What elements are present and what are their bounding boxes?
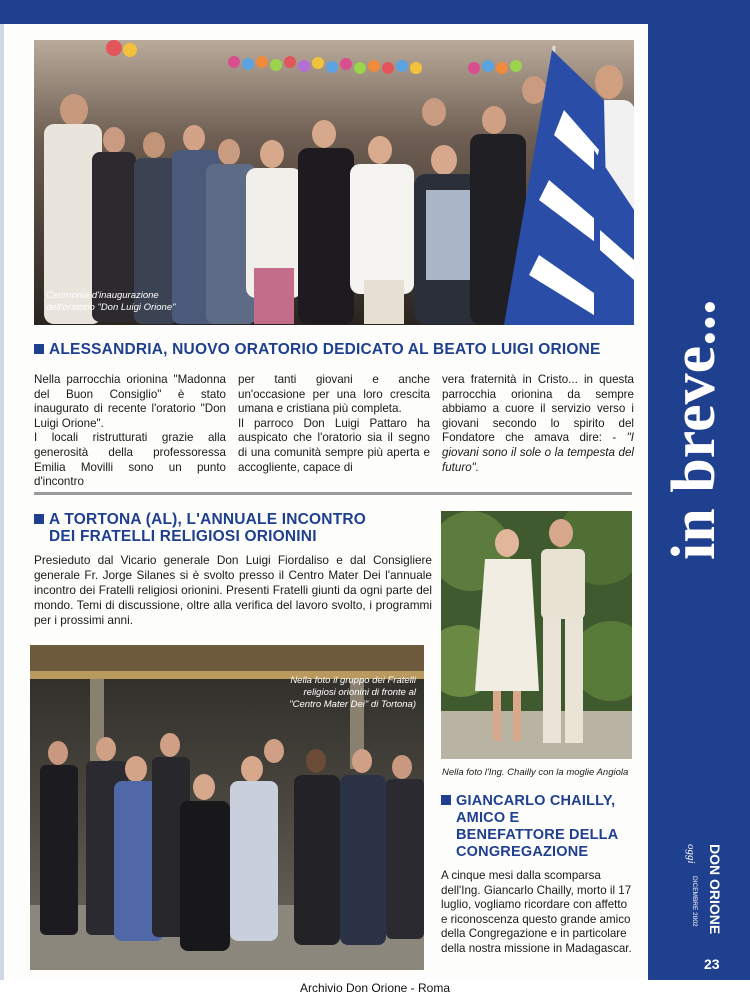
- headline-chailly-line-3: BENEFATTORE DELLA: [456, 827, 619, 843]
- headline-chailly-line-4: CONGREGAZIONE: [456, 844, 589, 860]
- headline-bullet: [34, 514, 44, 524]
- article3-body: [441, 869, 632, 957]
- couple-photo-art: [441, 511, 632, 759]
- article1-col2-para1: per tanti giovani e anche un'occasione per una loro crescita umana e cristiana più completa.: [238, 373, 430, 416]
- page-number: 23: [704, 956, 720, 972]
- article1-col1-para2: I locali ristrutturati grazie alla generosità della professoressa Emilia Movilli sono un punto d'incontro: [34, 431, 226, 489]
- group-caption-line-2: religiosi orionini di fronte al: [303, 687, 416, 698]
- top-blue-band: [0, 0, 750, 24]
- ceremony-photo-art: [34, 40, 634, 325]
- article1-col1-para1: Nella parrocchia orionina "Madonna del Buon Consiglio" è stato inaugurato di recente l'oratorio "Don Luigi Orione".: [34, 373, 226, 430]
- article1-column-3: [442, 373, 634, 475]
- brand-name: DON ORIONE: [707, 844, 723, 935]
- headline-alessandria-text: ALESSANDRIA, NUOVO ORATORIO DEDICATO AL BEATO LUIGI ORIONE: [49, 341, 601, 358]
- headline-tortona-line-1: [34, 511, 434, 528]
- headline-chailly-line-2: AMICO E: [456, 810, 520, 826]
- headline-bullet: [34, 344, 44, 354]
- article1-column-1: [34, 373, 226, 490]
- group-photo-caption: [200, 675, 416, 711]
- article1-column-2: [238, 373, 430, 475]
- brand-block: [684, 840, 744, 960]
- article1-col3-text: vera fraternità in Cristo... in questa parrocchia orionina da sempre abbiamo a cuore il servizio verso i giovani secondo lo spirito del Fondatore che amava dire: -: [442, 373, 634, 445]
- ceremony-photo-caption: [46, 290, 176, 314]
- section-title: in breve...: [660, 299, 728, 560]
- brand-subtitle: oggi: [685, 844, 697, 864]
- archive-footer: Archivio Don Orione - Roma: [0, 980, 750, 1002]
- article2-body: [34, 553, 432, 628]
- headline-alessandria: [34, 341, 634, 358]
- issue-date: DICEMBRE 2002: [691, 876, 698, 927]
- ceremony-caption-line-1: Cerimonia d'inaugurazione: [46, 290, 159, 301]
- section-sidebar: [648, 0, 750, 980]
- couple-photo-caption: Nella foto l'Ing. Chailly con la moglie Angiola: [442, 767, 629, 778]
- headline-chailly-text-1: GIANCARLO CHAILLY,: [456, 793, 616, 809]
- headline-tortona-line-2: DEI FRATELLI RELIGIOSI ORIONINI: [49, 528, 317, 545]
- article1-col2-para2: Il parroco Don Luigi Pattaro ha auspicato che l'oratorio sia il segno di una comunità sempre più aperta e accogliente, capace di: [238, 416, 430, 474]
- article1-col3-quote: "I giovani sono il sole o la tempesta del futuro".: [442, 431, 634, 474]
- page-edge: [0, 24, 4, 980]
- article3-body-text: A cinque mesi dalla scomparsa dell'Ing. Giancarlo Chailly, morto il 17 luglio, vogliamo ricordare con affetto e riconoscenza questo grande amico della Congregazione e in particolare della nostra missione in Madagascar.: [441, 869, 632, 955]
- group-caption-line-1: Nella foto il gruppo dei Fratelli: [290, 675, 416, 686]
- photo-chailly-couple: [441, 511, 632, 759]
- photo-brothers-group: [30, 645, 424, 970]
- group-caption-line-3: "Centro Mater Dei" di Tortona): [289, 699, 416, 710]
- section-title-graphic: [648, 0, 750, 980]
- ceremony-caption-line-2: dell'oratorio "Don Luigi Orione": [46, 302, 176, 313]
- section-divider: [34, 492, 632, 495]
- headline-tortona: [34, 511, 434, 545]
- photo-oratorio-ceremony: [34, 40, 634, 325]
- headline-chailly: [441, 793, 637, 861]
- headline-tortona-text-1: A TORTONA (AL), L'ANNUALE INCONTRO: [49, 511, 367, 528]
- article2-body-text: Presieduto dal Vicario generale Don Luigi Fiordaliso e dal Consigliere generale Fr. Jorge Silanes si è svolto presso il Centro Mater Dei l'annuale incontro dei Fratelli religiosi orionini. Presenti Fratelli giunti da ogni parte del mondo. Temi di discussione, oltre alla verifica del lavoro svolto, i programmi per i prossimi anni.: [34, 553, 432, 627]
- headline-chailly-line-1: [441, 793, 637, 810]
- article1-col3-para: [442, 373, 634, 475]
- headline-bullet: [441, 795, 451, 805]
